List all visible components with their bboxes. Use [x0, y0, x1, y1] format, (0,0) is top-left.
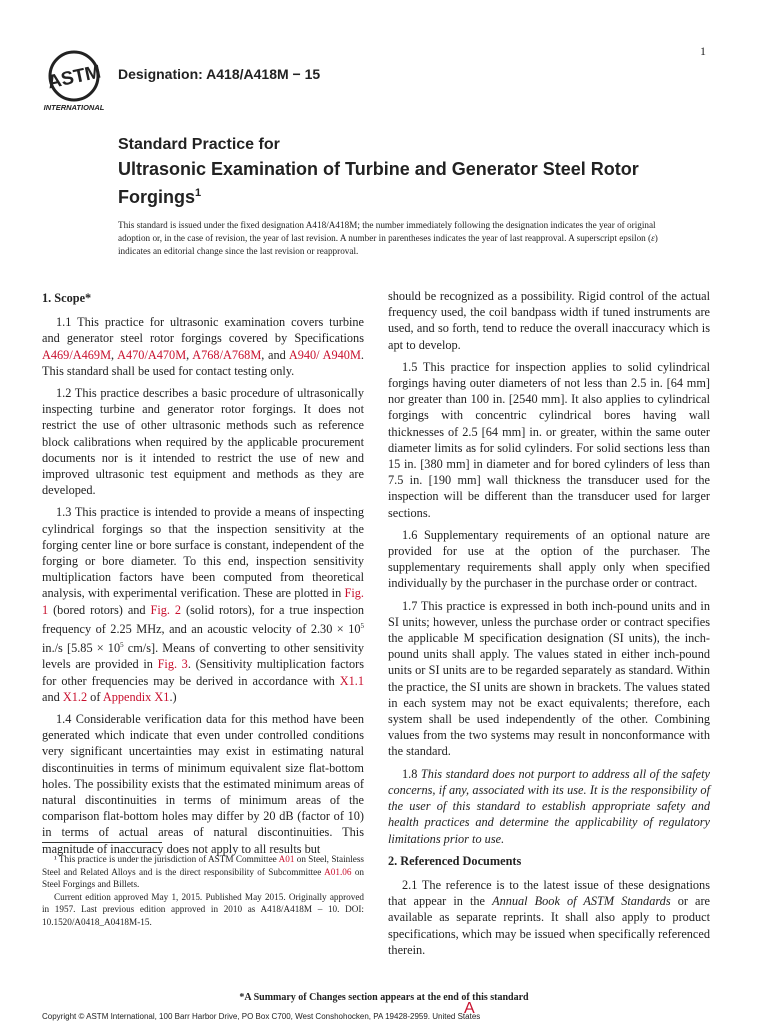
paragraph-1-4: 1.4 Considerable verification data for this method have been generated which indicate that even under controlled conditions very significant uncertainties may exist in estimating natural discontinuities in terms of minimum equivalent size flat-bottom holes. The possibility exists that the estimated minimum areas of natural discontinuities in terms of minimum areas of the comparison flat-bottom holes may differ by 20 dB (factor of 10) in terms of actual areas of natural discontinuities. This magnitude of inaccuracy does not apply to all results but — [42, 712, 364, 856]
paragraph-2-1 — [388, 877, 710, 958]
text: . (Sensitivity multiplication factors for other frequencies may be derived in accordance with — [42, 657, 365, 688]
title-text: Ultrasonic Examination of Turbine and Generator Steel Rotor Forgings — [118, 159, 639, 207]
document-title — [118, 157, 678, 209]
text: cm/s]. Means of converting to other sensitivity levels are provided in — [42, 641, 364, 672]
spec-link-a469[interactable]: A469/A469M — [42, 347, 112, 362]
paragraph-1-6: 1.6 Supplementary requirements of an optional nature are provided for use at the option of the purchaser. The supplementary requirements shall apply only when specified individually by the purchaser in the purchase order or contract. — [388, 527, 710, 591]
text: or are available as separate reprints. It shall also apply to product specifications, which may be issued when specifically referenced therein. — [388, 894, 711, 957]
text: 1.8 — [402, 766, 421, 781]
text: ¹ This practice is under the jurisdiction of ASTM Committee — [54, 854, 279, 864]
text: , — [111, 347, 118, 362]
title-footnote-mark: 1 — [195, 187, 202, 199]
text: 1.3 This practice is intended to provide a means of inspecting cylindrical forgings so that the inspection sensitivity at the forging center line or bore surface is constant, independent of the forging or bore diameter. To this end, inspection sensitivity multiplication factors have been computed from theoretical analysis, with experimental verification. These are plotted in — [42, 505, 364, 601]
exponent: 5 — [120, 641, 124, 650]
text: .) — [169, 689, 177, 704]
issuance-text-cont: ) indicates an editorial change since the last revision or reapproval. — [118, 233, 658, 256]
summary-of-changes-note: *A Summary of Changes section appears at the end of this standard — [239, 992, 529, 1003]
page-number: 1 — [700, 44, 706, 58]
svg-text:INTERNATIONAL: INTERNATIONAL — [43, 103, 105, 112]
issuance-text: This standard is issued under the fixed designation A418/A418M; the number immediately following the designation indicates the year of original adoption or, in the case of revision, the year of last revision. A number in parentheses indicates the year of last reapproval. A superscript epsilon ( — [118, 220, 656, 243]
exponent: 5 — [360, 621, 364, 630]
spec-link-a470[interactable]: A470/A470M — [117, 347, 187, 362]
figure-link-3[interactable]: Fig. 3 — [157, 657, 188, 672]
text: . This standard shall be used for contact testing only. — [42, 347, 364, 378]
text: on Steel, Stainless Steel and Related Alloys and is the direct responsibility of Subcommittee — [42, 854, 364, 877]
spec-link-a940[interactable]: A940/ A940M — [288, 347, 361, 362]
paragraph-1-3 — [42, 504, 364, 705]
committee-link[interactable]: A01 — [278, 854, 295, 864]
footnote-1 — [42, 853, 364, 891]
paragraph-1-7: 1.7 This practice is expressed in both inch-pound units and in SI units; however, unless the purchase order or contract specifies the applicable M specification designation (SI units), the inch-pound units shall apply. The values stated in either inch-pound units or SI units are to be regarded separately as standard. Within the practice, the SI units are shown in brackets. The values stated in each system may not be exact equivalents; therefore, each system shall be used independently of the other. Combining values from the two systems may result in nonconformance with the standard. — [388, 598, 710, 759]
paragraph-1-8 — [388, 766, 710, 847]
footnote — [42, 853, 364, 928]
text: 1.1 This practice for ultrasonic examination covers turbine and generator steel rotor forgings covered by Specifications — [42, 315, 364, 346]
figure-link-2[interactable]: Fig. 2 — [150, 602, 182, 617]
text: (bored rotors) and — [48, 602, 151, 617]
spec-link-a768[interactable]: A768/A768M — [192, 347, 262, 362]
text: , — [186, 347, 193, 362]
appendix-link-x1[interactable]: Appendix X1 — [102, 689, 170, 704]
right-column — [388, 288, 710, 964]
text: in./s [5.85 × 10 — [42, 641, 121, 656]
text: , and — [261, 347, 289, 362]
left-column — [42, 288, 364, 863]
title-prefix: Standard Practice for — [118, 136, 280, 153]
svg-text:ASTM: ASTM — [45, 61, 103, 94]
corner-mark-icon: A — [464, 1000, 475, 1017]
safety-statement: This standard does not purport to address all of the safety concerns, if any, associated with its use. It is the responsibility of the user of this standard to establish appropriate safety and health practices and determine the applicability of regulatory limitations prior to use. — [388, 766, 710, 846]
copyright-notice: Copyright © ASTM International, 100 Barr Harbor Drive, PO Box C700, West Conshohocken, PA 19428-2959. United States — [42, 1012, 481, 1021]
paragraph-1-2: 1.2 This practice describes a basic procedure of ultrasonically inspecting turbine and generator rotor forgings. It does not restrict the use of other ultrasonic methods such as reference block calibrations when required by the applicable procurement documents nor is it intended to restrict the use of new and improved ultrasonic test equipment and methods as they are developed. — [42, 386, 364, 498]
section-heading-scope: 1. Scope* — [42, 291, 92, 305]
text: 2.1 The reference is to the latest issue of these designations that appear in the — [388, 877, 710, 909]
book-title: Annual Book of ASTM Standards — [492, 894, 671, 909]
text: on Steel Forgings and Billets. — [42, 866, 365, 889]
paragraph-1-4-continued: should be recognized as a possibility. Rigid control of the actual frequency used, the coil bandpass width if tuned instruments are used, and so forth, tend to reduce the overall inaccuracy which is apt to develop. — [388, 289, 710, 352]
epsilon-symbol: ε — [651, 233, 655, 243]
footnote-edition: Current edition approved May 1, 2015. Published May 2015. Originally approved in 1957. Last previous edition approved in 2010 as A418/A418M – 10. DOI: 10.1520/A0418_A0418M-15. — [42, 891, 364, 927]
paragraph-1-5: 1.5 This practice for inspection applies to solid cylindrical forgings having outer diameters of not less than 2.5 in. [64 mm] nor greater than 100 in. [2540 mm]. It also applies to cylindrical forgings with concentric cylindrical bores having wall thicknesses of 2.5 [64 mm] in. or greater, within the same outer diameter limits as for solid cylinders. For solid sections less than 15 in. [380 mm] in diameter and for bored cylinders of less than 7.5 in. [190 mm] wall thickness the transducer used for the inspection will be different than the transducer used for larger sections. — [388, 359, 710, 520]
subcommittee-link[interactable]: A01.06 — [324, 866, 352, 877]
figure-link-1[interactable]: Fig. 1 — [42, 586, 364, 617]
title-block — [118, 136, 678, 209]
appendix-link-x1-2[interactable]: X1.2 — [62, 689, 88, 704]
paragraph-1-1 — [42, 314, 364, 379]
appendix-link-x1-1[interactable]: X1.1 — [339, 673, 364, 688]
designation: Designation: A418/A418M − 15 — [118, 66, 321, 82]
text: of — [87, 689, 103, 704]
footnote-rule — [42, 842, 162, 843]
astm-logo — [40, 46, 108, 114]
text: (solid rotors), for a true inspection frequency of 2.25 MHz, and an acoustic velocity of 2.30 × 10 — [42, 602, 364, 636]
issuance-note — [118, 219, 678, 258]
section-heading-referenced-documents: 2. Referenced Documents — [388, 853, 522, 868]
text: and — [42, 689, 63, 704]
